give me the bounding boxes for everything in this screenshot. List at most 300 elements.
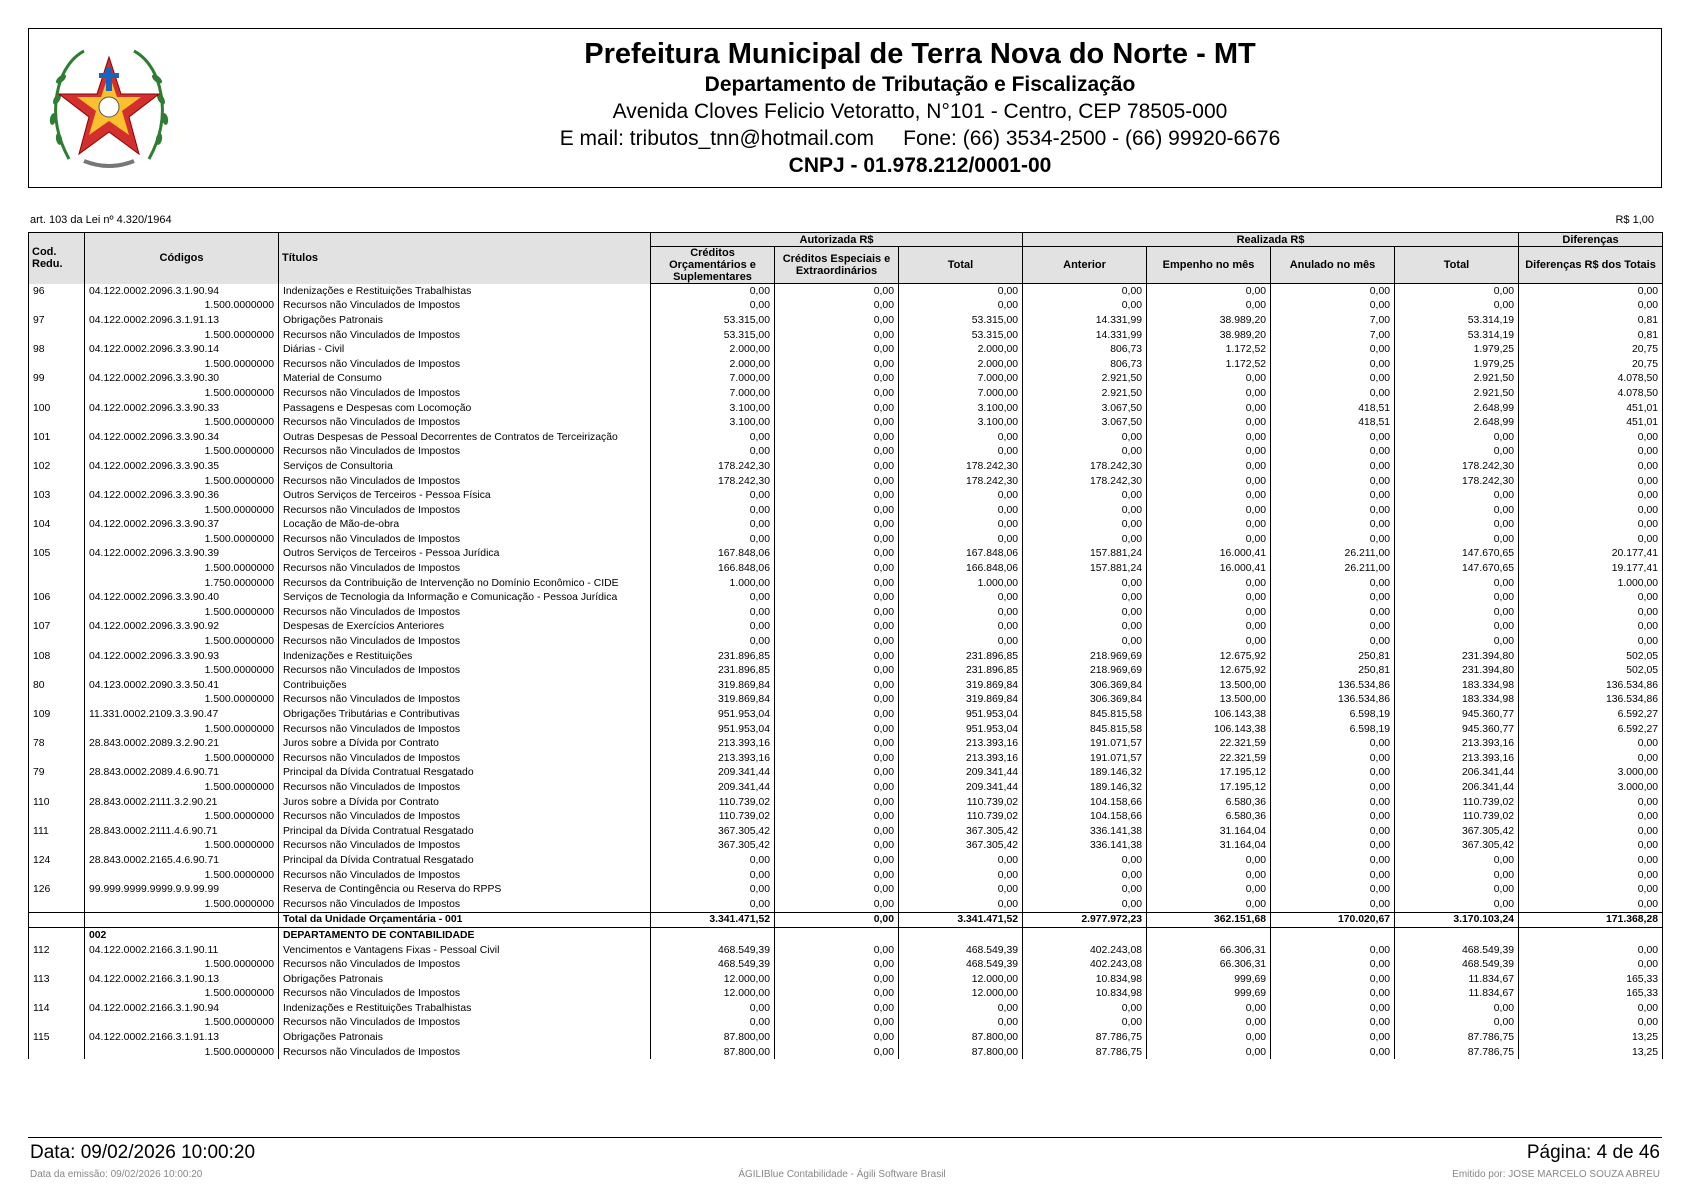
cell-value: 231.896,85 <box>899 663 1023 678</box>
cell-value: 0,00 <box>1147 372 1271 387</box>
table-row <box>29 649 1663 664</box>
cell-titulo: Locação de Mão-de-obra <box>279 518 651 533</box>
cell-titulo: Juros sobre a Dívida por Contrato <box>279 736 651 751</box>
cell-value: 166.848,06 <box>651 561 775 576</box>
cell-value: 0,00 <box>775 766 899 781</box>
cell-value: 2.921,50 <box>1023 372 1147 387</box>
cell-value: 0,00 <box>775 488 899 503</box>
cell-cod: 124 <box>29 853 85 868</box>
cell-value: 22.321,59 <box>1147 736 1271 751</box>
cell-value: 367.305,42 <box>899 839 1023 854</box>
cell-cod: 101 <box>29 430 85 445</box>
cell-value: 0,00 <box>775 824 899 839</box>
cell-titulo: Outras Despesas de Pessoal Decorrentes de Contratos de Terceirização <box>279 430 651 445</box>
table-row <box>29 488 1663 503</box>
cell-codigo: 1.500.0000000 <box>85 839 279 854</box>
cell-cod: 99 <box>29 372 85 387</box>
cell-value: 845.815,58 <box>1023 722 1147 737</box>
table-row <box>29 620 1663 635</box>
cell-titulo: Diárias - Civil <box>279 342 651 357</box>
cell-titulo: Passagens e Despesas com Locomoção <box>279 401 651 416</box>
cell-value: 0,00 <box>1023 284 1147 299</box>
cell-value: 10.834,98 <box>1023 972 1147 987</box>
cell-value: 0,00 <box>1147 445 1271 460</box>
cell-value: 12.000,00 <box>899 972 1023 987</box>
cell-value: 7.000,00 <box>651 386 775 401</box>
cell-value: 136.534,86 <box>1519 693 1663 708</box>
table-row <box>29 868 1663 883</box>
cell-value: 0,00 <box>1147 576 1271 591</box>
cell-codigo: 04.123.0002.2090.3.3.50.41 <box>85 678 279 693</box>
cell-value: 0,00 <box>1519 620 1663 635</box>
cell-value: 231.896,85 <box>651 663 775 678</box>
cell-codigo: 04.122.0002.2166.3.1.90.11 <box>85 943 279 958</box>
cell-value: 951.953,04 <box>651 722 775 737</box>
cell-codigo: 1.500.0000000 <box>85 663 279 678</box>
cell-codigo: 1.500.0000000 <box>85 474 279 489</box>
cell-cod <box>29 474 85 489</box>
cell-value: 0,00 <box>1147 401 1271 416</box>
cell-value: 110.739,02 <box>899 809 1023 824</box>
cell-value: 0,00 <box>899 634 1023 649</box>
cell-cod: 79 <box>29 766 85 781</box>
cell-value: 0,00 <box>775 809 899 824</box>
cell-codigo: 04.122.0002.2096.3.3.90.93 <box>85 649 279 664</box>
cell-value: 0,00 <box>1147 503 1271 518</box>
cell-value: 20,75 <box>1519 342 1663 357</box>
table-row <box>29 576 1663 591</box>
cell-codigo: 04.122.0002.2096.3.1.91.13 <box>85 313 279 328</box>
cell-value <box>1023 928 1147 943</box>
cell-value: 19.177,41 <box>1519 561 1663 576</box>
cell-value: 0,00 <box>775 897 899 912</box>
department-name: Departamento de Tributação e Fiscalização <box>704 73 1136 96</box>
cell-cod <box>29 912 85 928</box>
cell-value <box>1519 928 1663 943</box>
cell-value: 87.786,75 <box>1023 1045 1147 1060</box>
cell-value: 0,00 <box>651 299 775 314</box>
cell-value: 0,00 <box>775 299 899 314</box>
cell-value: 12.675,92 <box>1147 663 1271 678</box>
table-row <box>29 590 1663 605</box>
cell-value: 0,00 <box>899 590 1023 605</box>
footer-date: Data: 09/02/2026 10:00:20 <box>30 1142 256 1163</box>
table-row <box>29 605 1663 620</box>
cell-value: 0,00 <box>1519 882 1663 897</box>
cell-value: 0,00 <box>1271 459 1395 474</box>
cell-titulo: Obrigações Patronais <box>279 1030 651 1045</box>
cell-cod: 98 <box>29 342 85 357</box>
cell-value: 0,00 <box>1271 868 1395 883</box>
cell-value: 14.331,99 <box>1023 313 1147 328</box>
cell-value: 402.243,08 <box>1023 957 1147 972</box>
cell-titulo: Recursos não Vinculados de Impostos <box>279 868 651 883</box>
address: Avenida Cloves Felicio Vetoratto, N°101 - Centro, CEP 78505-000 <box>612 100 1228 123</box>
cell-codigo: 28.843.0002.2089.4.6.90.71 <box>85 766 279 781</box>
cell-value: 0,00 <box>775 693 899 708</box>
cell-codigo: 1.500.0000000 <box>85 328 279 343</box>
cell-value: 0,00 <box>775 518 899 533</box>
cell-value: 0,00 <box>1271 972 1395 987</box>
cell-value: 0,00 <box>899 853 1023 868</box>
cell-value: 0,00 <box>1395 590 1519 605</box>
cell-value: 53.315,00 <box>899 328 1023 343</box>
cell-codigo: 04.122.0002.2096.3.3.90.33 <box>85 401 279 416</box>
cell-codigo: 1.500.0000000 <box>85 561 279 576</box>
cell-value: 87.800,00 <box>899 1045 1023 1060</box>
cell-value <box>1147 928 1271 943</box>
group-realizada: Realizada R$ <box>1023 233 1519 247</box>
cell-value: 306.369,84 <box>1023 678 1147 693</box>
cell-value: 1.979,25 <box>1395 357 1519 372</box>
cell-value: 0,00 <box>775 972 899 987</box>
cell-value: 0,00 <box>1271 590 1395 605</box>
cell-value: 7.000,00 <box>899 372 1023 387</box>
cell-value: 0,00 <box>1271 299 1395 314</box>
cell-value: 0,00 <box>1395 430 1519 445</box>
cell-value: 418,51 <box>1271 401 1395 416</box>
col-creditos-orcamentarios: Créditos Orçamentários e Suplementares <box>651 247 775 284</box>
cell-titulo: Principal da Dívida Contratual Resgatado <box>279 824 651 839</box>
cell-cod <box>29 415 85 430</box>
cell-codigo: 04.122.0002.2096.3.3.90.30 <box>85 372 279 387</box>
cell-value: 0,00 <box>899 1001 1023 1016</box>
cell-value: 0,00 <box>1271 882 1395 897</box>
cell-value: 0,00 <box>1023 518 1147 533</box>
table-row <box>29 839 1663 854</box>
table-row <box>29 663 1663 678</box>
cell-value: 367.305,42 <box>651 839 775 854</box>
cell-value: 0,00 <box>1023 882 1147 897</box>
cell-value: 165,33 <box>1519 987 1663 1002</box>
cell-value: 0,00 <box>651 532 775 547</box>
cell-value: 0,00 <box>1147 386 1271 401</box>
cell-value: 4.078,50 <box>1519 386 1663 401</box>
table-row <box>29 722 1663 737</box>
cell-value: 0,00 <box>1519 284 1663 299</box>
cell-value: 0,00 <box>651 445 775 460</box>
table-row <box>29 328 1663 343</box>
cell-value: 0,00 <box>1147 474 1271 489</box>
cell-value: 0,00 <box>1023 605 1147 620</box>
cell-codigo: 04.122.0002.2096.3.1.90.94 <box>85 284 279 299</box>
cell-value: 0,00 <box>775 284 899 299</box>
cell-value: 0,00 <box>899 518 1023 533</box>
cell-titulo: Juros sobre a Dívida por Contrato <box>279 795 651 810</box>
cell-value: 0,00 <box>1147 1030 1271 1045</box>
cell-value: 0,00 <box>775 620 899 635</box>
cell-value: 3.100,00 <box>651 415 775 430</box>
cell-codigo: 04.122.0002.2096.3.3.90.36 <box>85 488 279 503</box>
table-row <box>29 766 1663 781</box>
cell-value: 0,00 <box>1519 736 1663 751</box>
cell-titulo: Recursos não Vinculados de Impostos <box>279 722 651 737</box>
cell-value: 0,00 <box>1519 795 1663 810</box>
table-row <box>29 547 1663 562</box>
cell-titulo: Recursos não Vinculados de Impostos <box>279 299 651 314</box>
law-reference: art. 103 da Lei nº 4.320/1964 <box>30 214 172 226</box>
cell-value: 0,00 <box>1271 943 1395 958</box>
cell-value: 0,00 <box>1519 532 1663 547</box>
cell-value: 1.979,25 <box>1395 342 1519 357</box>
cell-value: 0,00 <box>775 1016 899 1031</box>
cell-cod: 80 <box>29 678 85 693</box>
cell-value: 0,00 <box>1023 868 1147 883</box>
cell-value: 0,00 <box>1519 474 1663 489</box>
cell-value: 213.393,16 <box>1395 736 1519 751</box>
cell-titulo: Recursos não Vinculados de Impostos <box>279 445 651 460</box>
cell-value: 0,00 <box>1147 459 1271 474</box>
cell-titulo: Recursos não Vinculados de Impostos <box>279 415 651 430</box>
col-anterior: Anterior <box>1023 247 1147 284</box>
col-empenho: Empenho no mês <box>1147 247 1271 284</box>
cell-value: 0,00 <box>1271 576 1395 591</box>
cell-value: 0,00 <box>775 605 899 620</box>
cell-value: 3.341.471,52 <box>899 912 1023 928</box>
cell-cod: 97 <box>29 313 85 328</box>
cell-value: 66.306,31 <box>1147 943 1271 958</box>
cell-codigo: 1.500.0000000 <box>85 780 279 795</box>
cell-cod: 108 <box>29 649 85 664</box>
cell-value: 231.896,85 <box>899 649 1023 664</box>
table-row <box>29 474 1663 489</box>
cell-value: 0,00 <box>775 1001 899 1016</box>
cell-cod: 78 <box>29 736 85 751</box>
software-name: ÁGILIBlue Contabilidade - Ágili Software Brasil <box>738 1169 946 1180</box>
table-row <box>29 459 1663 474</box>
cell-titulo: Recursos não Vinculados de Impostos <box>279 503 651 518</box>
cell-titulo: Recursos não Vinculados de Impostos <box>279 780 651 795</box>
cell-value: 845.815,58 <box>1023 707 1147 722</box>
cell-value: 0,00 <box>775 474 899 489</box>
cell-value: 0,00 <box>1271 357 1395 372</box>
cell-cod <box>29 839 85 854</box>
cell-value: 167.848,06 <box>899 547 1023 562</box>
cell-titulo: Recursos não Vinculados de Impostos <box>279 751 651 766</box>
budget-table <box>28 232 1663 1059</box>
cell-value: 0,00 <box>775 707 899 722</box>
table-row <box>29 386 1663 401</box>
cell-value: 0,00 <box>1023 299 1147 314</box>
cell-titulo: Recursos não Vinculados de Impostos <box>279 1016 651 1031</box>
cell-titulo: Recursos não Vinculados de Impostos <box>279 987 651 1002</box>
cell-value: 0,00 <box>1271 634 1395 649</box>
municipal-coat-of-arms-icon <box>39 39 179 179</box>
table-row <box>29 809 1663 824</box>
cell-value: 0,00 <box>775 503 899 518</box>
cell-value: 0,00 <box>1395 605 1519 620</box>
cell-codigo: 1.500.0000000 <box>85 809 279 824</box>
cell-value: 110.739,02 <box>1395 809 1519 824</box>
cell-titulo: Recursos não Vinculados de Impostos <box>279 839 651 854</box>
cell-value: 136.534,86 <box>1519 678 1663 693</box>
cell-value: 0,00 <box>899 1016 1023 1031</box>
cell-value: 0,00 <box>1519 824 1663 839</box>
cell-value: 0,00 <box>651 1016 775 1031</box>
cell-value: 0,00 <box>1023 532 1147 547</box>
cell-codigo: 1.500.0000000 <box>85 868 279 883</box>
page-number: Página: 4 de 46 <box>1526 1142 1660 1163</box>
cell-value: 0,00 <box>1519 957 1663 972</box>
table-row <box>29 882 1663 897</box>
cell-titulo: Indenizações e Restituições Trabalhistas <box>279 1001 651 1016</box>
cell-value: 0,00 <box>1519 430 1663 445</box>
cell-value: 0,00 <box>651 590 775 605</box>
cell-cod <box>29 386 85 401</box>
cell-value: 0,00 <box>1395 853 1519 868</box>
cell-value: 2.000,00 <box>651 342 775 357</box>
cell-value: 1.000,00 <box>1519 576 1663 591</box>
col-titulos: Títulos <box>279 233 651 284</box>
cell-value: 191.071,57 <box>1023 736 1147 751</box>
cell-value: 0,00 <box>1395 897 1519 912</box>
col-diferencas: Diferenças R$ dos Totais <box>1519 247 1663 284</box>
cell-value: 12.000,00 <box>651 972 775 987</box>
cell-titulo: Outros Serviços de Terceiros - Pessoa Física <box>279 488 651 503</box>
cell-value: 38.989,20 <box>1147 313 1271 328</box>
currency-unit: R$ 1,00 <box>1615 214 1654 226</box>
cell-value: 16.000,41 <box>1147 547 1271 562</box>
cell-value: 0,00 <box>1271 342 1395 357</box>
cell-value: 0,00 <box>899 532 1023 547</box>
cell-value: 0,00 <box>1147 415 1271 430</box>
cell-value: 170.020,67 <box>1271 912 1395 928</box>
cell-value: 213.393,16 <box>899 736 1023 751</box>
cell-value: 0,00 <box>899 430 1023 445</box>
cell-value: 945.360,77 <box>1395 722 1519 737</box>
cell-cod <box>29 328 85 343</box>
cell-value: 362.151,68 <box>1147 912 1271 928</box>
cell-value: 0,00 <box>651 605 775 620</box>
cell-value: 0,00 <box>1147 605 1271 620</box>
cell-value: 0,00 <box>775 590 899 605</box>
cell-value: 0,00 <box>1147 620 1271 635</box>
table-body <box>29 284 1663 1060</box>
cell-value: 147.670,65 <box>1395 547 1519 562</box>
cell-value <box>1395 928 1519 943</box>
cell-value: 0,00 <box>1395 1001 1519 1016</box>
cell-value: 0,00 <box>651 620 775 635</box>
cell-value: 16.000,41 <box>1147 561 1271 576</box>
cell-value: 0,00 <box>775 868 899 883</box>
cell-titulo: Despesas de Exercícios Anteriores <box>279 620 651 635</box>
cell-value: 0,00 <box>1271 503 1395 518</box>
cell-value: 468.549,39 <box>651 957 775 972</box>
cell-value: 0,00 <box>775 957 899 972</box>
cell-value: 951.953,04 <box>899 707 1023 722</box>
cell-value: 418,51 <box>1271 415 1395 430</box>
cell-value: 451,01 <box>1519 401 1663 416</box>
cell-value: 0,00 <box>1023 590 1147 605</box>
cell-value: 0,00 <box>775 401 899 416</box>
cell-titulo: Vencimentos e Vantagens Fixas - Pessoal Civil <box>279 943 651 958</box>
cell-cod <box>29 987 85 1002</box>
cell-value: 0,00 <box>1271 824 1395 839</box>
cell-titulo: Recursos não Vinculados de Impostos <box>279 634 651 649</box>
cell-value: 0,00 <box>899 445 1023 460</box>
cell-value: 157.881,24 <box>1023 547 1147 562</box>
cell-cod <box>29 780 85 795</box>
cell-value: 0,00 <box>1395 284 1519 299</box>
cell-value: 0,00 <box>899 299 1023 314</box>
cell-codigo: 1.500.0000000 <box>85 722 279 737</box>
cell-value: 0,00 <box>1271 605 1395 620</box>
cell-value: 178.242,30 <box>1395 474 1519 489</box>
cell-value: 3.100,00 <box>651 401 775 416</box>
cell-value: 0,00 <box>899 620 1023 635</box>
table-row <box>29 284 1663 299</box>
cell-titulo: Contribuições <box>279 678 651 693</box>
cell-value: 0,00 <box>1395 445 1519 460</box>
cell-value: 87.786,75 <box>1395 1030 1519 1045</box>
cell-codigo: 04.122.0002.2096.3.3.90.40 <box>85 590 279 605</box>
cell-value: 26.211,00 <box>1271 561 1395 576</box>
cell-value: 0,00 <box>1519 839 1663 854</box>
cell-value: 209.341,44 <box>651 780 775 795</box>
cell-value: 0,00 <box>1395 488 1519 503</box>
cell-value: 0,00 <box>1519 751 1663 766</box>
cell-value: 0,00 <box>1395 1016 1519 1031</box>
cell-value: 104.158,66 <box>1023 809 1147 824</box>
cell-value: 0,00 <box>775 634 899 649</box>
cell-value: 945.360,77 <box>1395 707 1519 722</box>
cell-value: 0,00 <box>1271 795 1395 810</box>
cell-value: 0,00 <box>899 503 1023 518</box>
cell-value: 0,00 <box>1271 957 1395 972</box>
cell-value: 87.800,00 <box>651 1045 775 1060</box>
cell-value: 171.368,28 <box>1519 912 1663 928</box>
cell-cod: 106 <box>29 590 85 605</box>
cell-titulo: Principal da Dívida Contratual Resgatado <box>279 766 651 781</box>
cell-value: 367.305,42 <box>899 824 1023 839</box>
cell-value: 0,00 <box>1023 1001 1147 1016</box>
cell-value: 0,00 <box>651 284 775 299</box>
emission-date: Data da emissão: 09/02/2026 10:00:20 <box>30 1169 203 1180</box>
cell-value: 0,00 <box>1023 488 1147 503</box>
cell-value: 66.306,31 <box>1147 957 1271 972</box>
cell-titulo: Total da Unidade Orçamentária - 001 <box>279 912 651 928</box>
table-row <box>29 561 1663 576</box>
cell-value: 0,00 <box>1147 488 1271 503</box>
cell-cod <box>29 897 85 912</box>
cell-codigo: 28.843.0002.2089.3.2.90.21 <box>85 736 279 751</box>
cell-codigo: 11.331.0002.2109.3.3.90.47 <box>85 707 279 722</box>
table-row <box>29 707 1663 722</box>
cell-cod <box>29 357 85 372</box>
cell-value: 0,00 <box>1147 882 1271 897</box>
cell-value: 0,00 <box>775 430 899 445</box>
cell-cod <box>29 1045 85 1060</box>
cell-cod: 102 <box>29 459 85 474</box>
cell-value: 7.000,00 <box>899 386 1023 401</box>
cell-value: 367.305,42 <box>1395 824 1519 839</box>
cell-cod <box>29 957 85 972</box>
cnpj: CNPJ - 01.978.212/0001-00 <box>788 154 1052 177</box>
cell-value: 38.989,20 <box>1147 328 1271 343</box>
cell-value: 0,00 <box>1271 488 1395 503</box>
table-row <box>29 503 1663 518</box>
cell-value: 178.242,30 <box>651 474 775 489</box>
cell-codigo: 1.500.0000000 <box>85 532 279 547</box>
cell-value: 218.969,69 <box>1023 649 1147 664</box>
cell-value: 1.172,52 <box>1147 342 1271 357</box>
cell-value: 53.315,00 <box>899 313 1023 328</box>
cell-cod <box>29 1016 85 1031</box>
cell-value: 178.242,30 <box>1395 459 1519 474</box>
cell-value: 0,00 <box>775 576 899 591</box>
cell-titulo: Recursos não Vinculados de Impostos <box>279 957 651 972</box>
cell-value: 0,00 <box>899 488 1023 503</box>
